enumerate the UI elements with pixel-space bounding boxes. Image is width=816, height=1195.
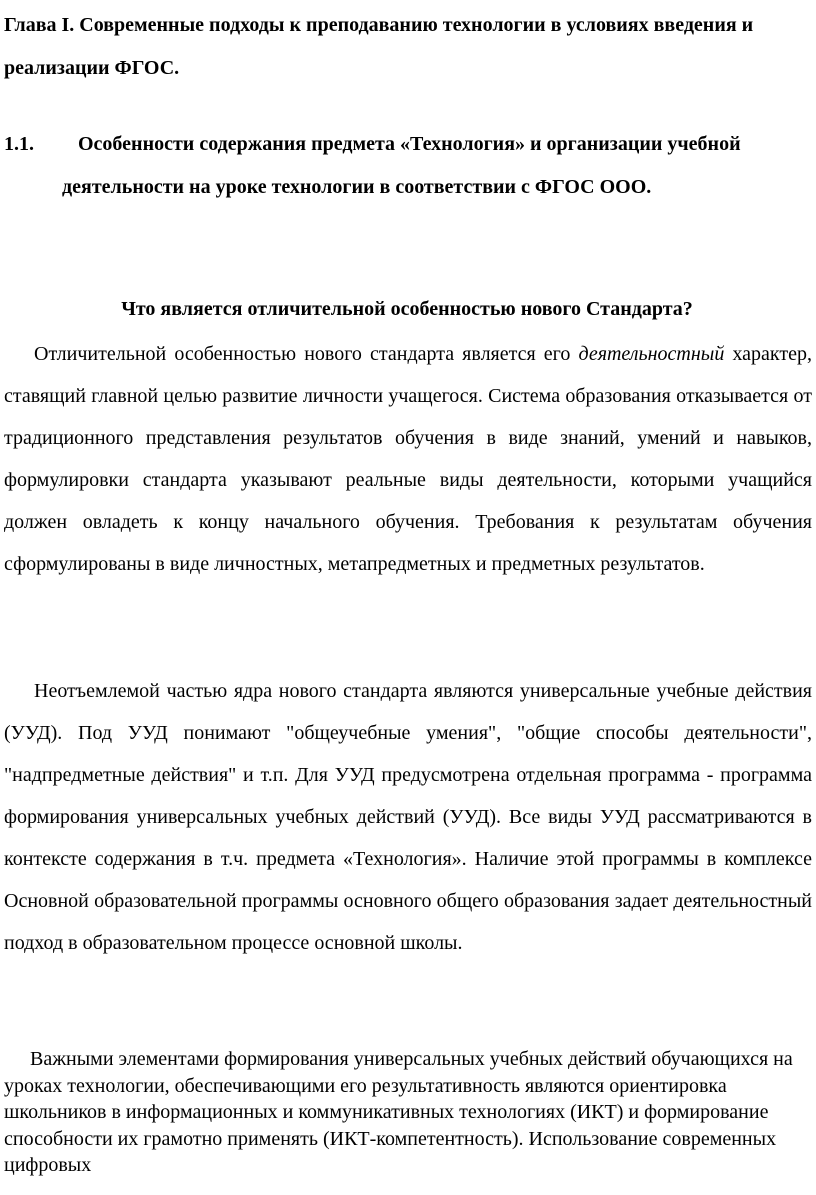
paragraph-1-lead: Отличительной особенностью нового стандарта является его — [34, 343, 571, 365]
chapter-title: Глава I. Современные подходы к преподаванию технологии в условиях введения и реализации ФГОС. — [4, 14, 754, 79]
paragraph-ict: Важными элементами формирования универсальных учебных действий обучающихся на уроках технологии, обеспечивающими его результативность являются ориентировка школьников в информационных и коммуникативных технологиях (ИКТ) и формирование способности их грамотно применять (ИКТ-компетентность). Использование современных цифровых — [4, 1048, 793, 1176]
paragraph-1-rest: характер, ставящий главной целью развитие личности учащегося. Система образования отказывается от традиционного представления результатов обучения в виде знаний, умений и навыков, формулировки стандарта указывают реальные виды деятельности, которыми учащийся должен овладеть к концу начального обучения. Требования к результатам обучения сформулированы в виде личностных, метапредметных и предметных результатов. — [4, 343, 812, 575]
paragraph-uud: Неотъемлемой частью ядра нового стандарта являются универсальные учебные действия (УУД). Под УУД понимают "общеучебные умения", "общие способы деятельности", "надпредметные действия" и т.п. Для УУД предусмотрена отдельная программа - программа формирования универсальных учебных действий (УУД). Все виды УУД рассматриваются в контексте содержания в т.ч. предмета «Технология». Наличие этой программы в комплексе Основной образовательной программы основного общего образования задает деятельностный подход в образовательном процессе основной школы. — [4, 680, 812, 954]
paragraph-standard-features — [4, 333, 812, 585]
section-title-text: Особенности содержания предмета «Технология» и организации учебной деятельности на уроке технологии в соответствии с ФГОС ООО. — [62, 133, 741, 198]
section-number: 1.1. — [4, 133, 34, 155]
section-title — [62, 123, 810, 209]
question-heading: Что является отличительной особенностью нового Стандарта? — [121, 298, 693, 320]
paragraph-1-emphasis: деятельностный — [578, 343, 725, 365]
section-heading — [4, 123, 810, 209]
